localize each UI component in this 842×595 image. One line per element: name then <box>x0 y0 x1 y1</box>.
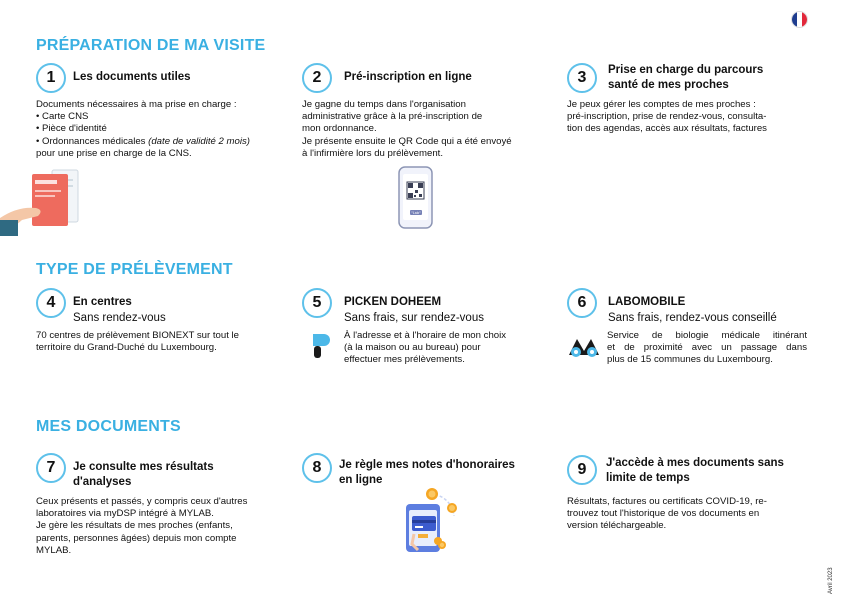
section-title-prelevement: TYPE DE PRÉLÈVEMENT <box>36 261 233 278</box>
phone-qr-code-icon <box>398 166 434 230</box>
step-desc-1: Documents nécessaires à ma prise en charge : • Carte CNS • Pièce d'identité • Ordonnances médicales (date de validité 2 mois) pour une prise en charge de la CNS. <box>36 99 251 159</box>
step-number-6: 6 <box>567 288 597 318</box>
documents-hand-illustration <box>0 166 90 236</box>
step-title-4: En centres <box>73 296 132 308</box>
step-title-8: Je règle mes notes d'honoraires en ligne <box>339 459 515 486</box>
step-number-3: 3 <box>567 63 597 93</box>
french-flag-icon[interactable] <box>792 12 807 27</box>
step-title-7: Je consulte mes résultats d'analyses <box>73 461 214 488</box>
step-number-7: 7 <box>36 453 66 483</box>
footer-date: Avril 2023 <box>828 567 834 594</box>
step-desc-2: Je gagne du temps dans l'organisation administrative grâce à la pré-inscription de mon ordonnance. Je présente ensuite le QR Code qui a été envoyé à l'infirmière lors du prélèvement. <box>302 99 512 159</box>
step-title-3: Prise en charge du parcours santé de mes proches <box>608 64 764 91</box>
labomobile-logo-icon <box>567 333 601 359</box>
step-desc-7: Ceux présents et passés, y compris ceux d'autres laboratoires via myDSP intégré à MYLAB. Je gère les résultats de mes proches (enfants, parents, personnes âgées) depuis mon compte MYLAB. <box>36 496 248 556</box>
step-title-5: PICKEN DOHEEM <box>344 296 442 308</box>
step-desc-3: Je peux gérer les comptes de mes proches : pré-inscription, prise de rendez-vous, consulta- tion des agendas, accès aux résultats, factures <box>567 99 767 135</box>
step-desc-4: 70 centres de prélèvement BIONEXT sur tout le territoire du Grand-Duché du Luxembourg. <box>36 330 239 354</box>
step-subtitle-5: Sans frais, sur rendez-vous <box>344 312 484 324</box>
step-desc-9: Résultats, factures ou certificats COVID-19, re- trouvez tout l'historique de vos documents en version téléchargeable. <box>567 496 767 532</box>
step-number-1: 1 <box>36 63 66 93</box>
section-title-preparation: PRÉPARATION DE MA VISITE <box>36 37 266 54</box>
section-title-documents: MES DOCUMENTS <box>36 418 181 435</box>
step-number-8: 8 <box>302 453 332 483</box>
step-number-2: 2 <box>302 63 332 93</box>
step-title-2: Pré-inscription en ligne <box>344 71 472 83</box>
svg-text:"Lab": "Lab" <box>411 211 421 216</box>
step-desc-6: Service de biologie médicale itinérant et de proximité avec un passage dans plus de 15 communes du Luxembourg. <box>607 330 807 366</box>
online-payment-illustration <box>398 486 468 554</box>
step-title-1: Les documents utiles <box>73 71 191 83</box>
step-title-6: LABOMOBILE <box>608 296 686 308</box>
step-number-4: 4 <box>36 288 66 318</box>
step-subtitle-6: Sans frais, rendez-vous conseillé <box>608 312 777 324</box>
step-desc-5: À l'adresse et à l'horaire de mon choix (à la maison ou au bureau) pour effectuer mes prélèvements. <box>344 330 507 366</box>
step-title-9: J'accède à mes documents sans limite de temps <box>606 457 784 484</box>
step-subtitle-4: Sans rendez-vous <box>73 312 166 324</box>
picken-doheem-logo-icon <box>312 333 332 359</box>
step-number-5: 5 <box>302 288 332 318</box>
step-number-9: 9 <box>567 455 597 485</box>
